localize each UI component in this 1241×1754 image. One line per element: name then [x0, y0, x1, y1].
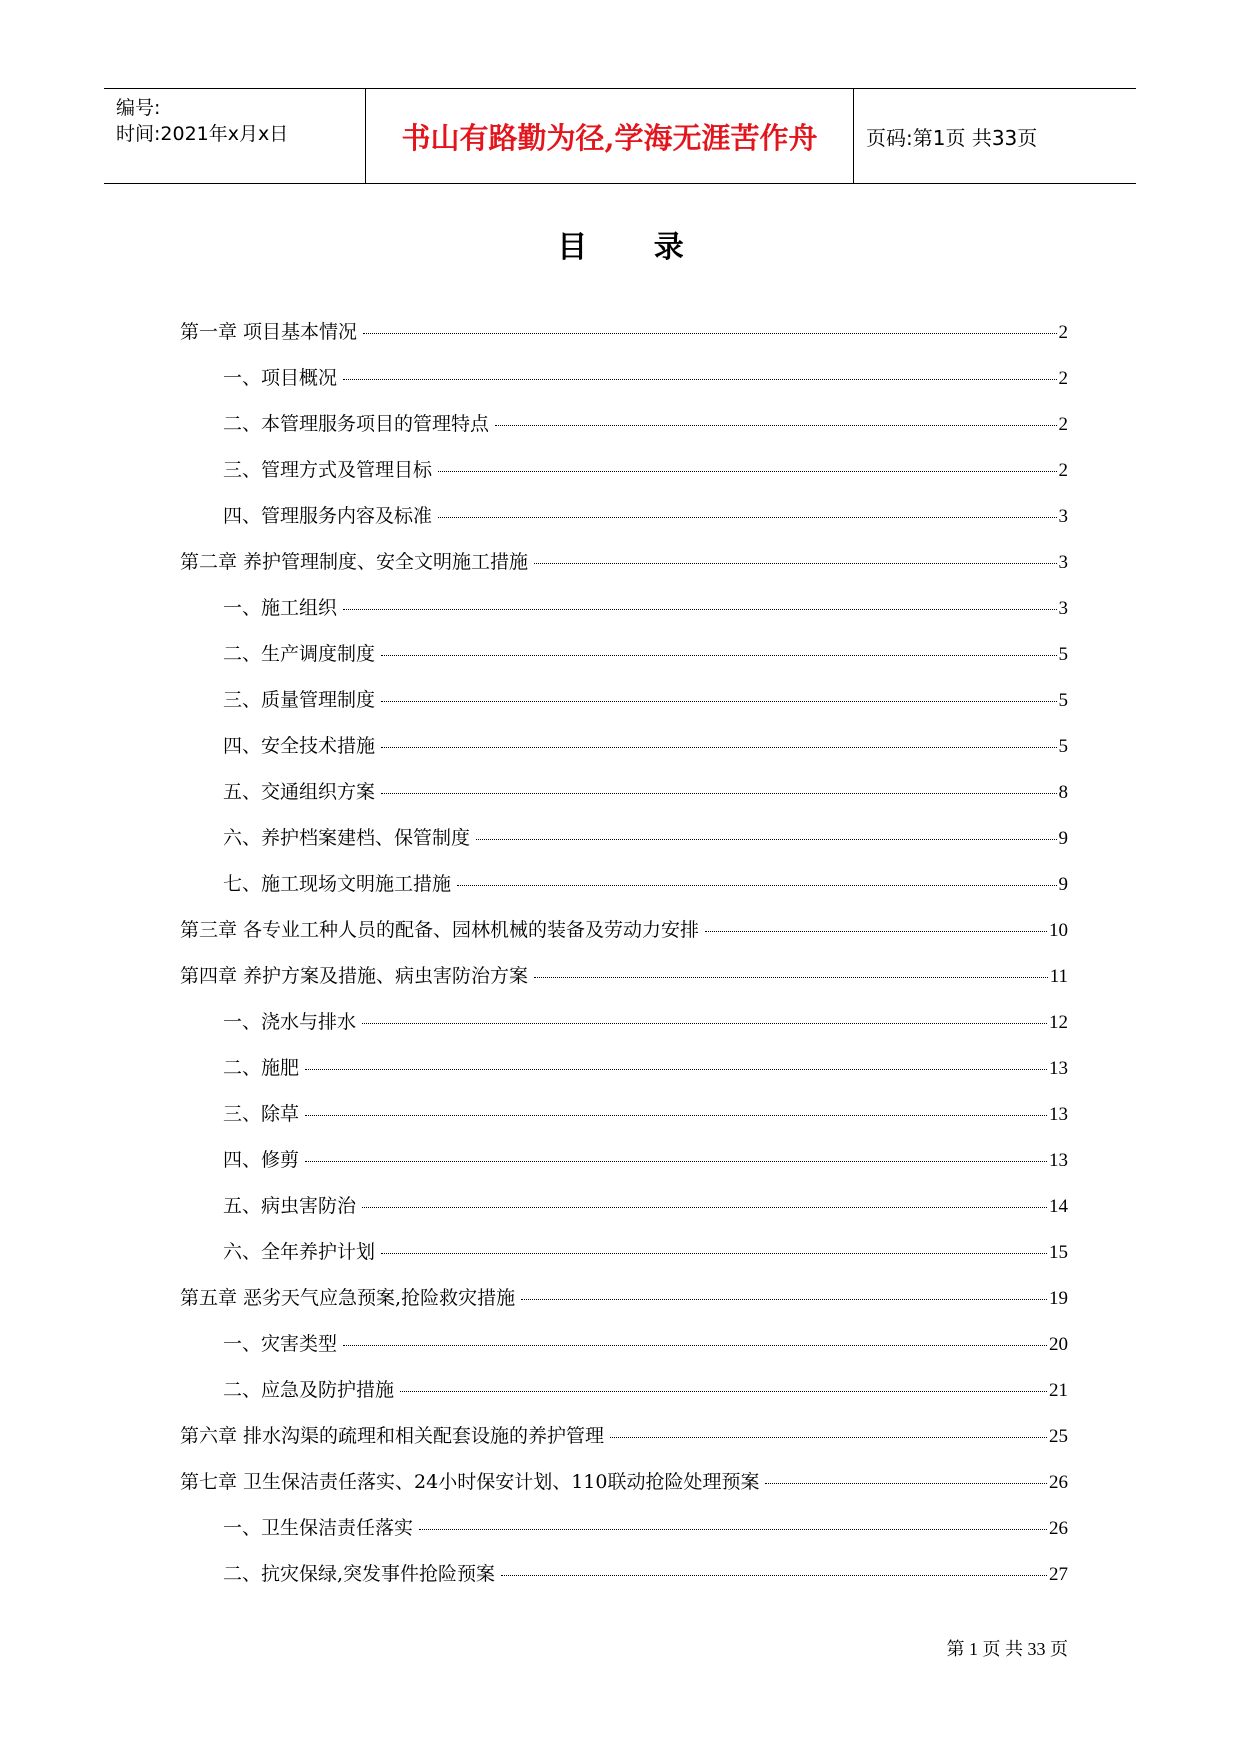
toc-entry-title: 六、养护档案建档、保管制度 — [223, 827, 471, 849]
toc-page-number: 26 — [1049, 1518, 1068, 1539]
toc-entry-title: 七、施工现场文明施工措施 — [223, 873, 452, 895]
toc-entry-title: 第二章 养护管理制度、安全文明施工措施 — [180, 551, 529, 573]
toc-section-entry[interactable] — [180, 1559, 1068, 1605]
toc-section-entry[interactable] — [180, 777, 1068, 823]
toc-page-number: 3 — [1058, 552, 1068, 573]
toc-page-number: 9 — [1058, 874, 1068, 895]
header-meta — [104, 89, 366, 183]
toc-page-number: 11 — [1049, 966, 1068, 987]
toc-leader-dots — [438, 517, 1056, 518]
toc-leader-dots — [381, 1253, 1047, 1254]
toc-entry-title: 第一章 项目基本情况 — [180, 321, 358, 343]
toc-leader-dots — [381, 701, 1056, 702]
toc-page-number: 21 — [1049, 1380, 1068, 1401]
toc-entry-title: 三、管理方式及管理目标 — [223, 459, 433, 481]
toc-page-number: 2 — [1058, 414, 1068, 435]
toc-section-entry[interactable] — [180, 823, 1068, 869]
toc-leader-dots — [438, 471, 1056, 472]
toc-leader-dots — [343, 379, 1056, 380]
toc-chapter-entry[interactable] — [180, 915, 1068, 961]
toc-entry-title: 一、灾害类型 — [223, 1333, 338, 1355]
toc-entry-title: 四、修剪 — [223, 1149, 300, 1171]
toc-section-entry[interactable] — [180, 501, 1068, 547]
toc-leader-dots — [305, 1115, 1047, 1116]
toc-page-number: 13 — [1049, 1150, 1068, 1171]
toc-section-entry[interactable] — [180, 1329, 1068, 1375]
toc-section-entry[interactable] — [180, 1007, 1068, 1053]
toc-chapter-entry[interactable] — [180, 961, 1068, 1007]
toc-entry-title: 第七章 卫生保洁责任落实、24小时保安计划、110联动抢险处理预案 — [180, 1471, 760, 1493]
toc-section-entry[interactable] — [180, 685, 1068, 731]
document-number-label: 编号: — [116, 97, 161, 119]
page-header — [104, 88, 1136, 184]
toc-section-entry[interactable] — [180, 639, 1068, 685]
toc-entry-title: 二、施肥 — [223, 1057, 300, 1079]
toc-leader-dots — [495, 425, 1056, 426]
toc-page-number: 9 — [1058, 828, 1068, 849]
toc-page-number: 3 — [1058, 598, 1068, 619]
toc-section-entry[interactable] — [180, 1513, 1068, 1559]
header-page-code: 页码:第1页 共33页 — [866, 125, 1038, 150]
toc-section-entry[interactable] — [180, 1053, 1068, 1099]
toc-page-number: 15 — [1049, 1242, 1068, 1263]
toc-page-number: 5 — [1058, 690, 1068, 711]
toc-leader-dots — [765, 1483, 1047, 1484]
page-footer: 第 1 页 共 33 页 — [946, 1639, 1068, 1659]
toc-chapter-entry[interactable] — [180, 1421, 1068, 1467]
toc-entry-title: 一、浇水与排水 — [223, 1011, 357, 1033]
toc-entry-title: 第四章 养护方案及措施、病虫害防治方案 — [180, 965, 529, 987]
toc-page-number: 27 — [1049, 1564, 1068, 1585]
toc-section-entry[interactable] — [180, 1099, 1068, 1145]
toc-page-number: 26 — [1049, 1472, 1068, 1493]
toc-title: 目 录 — [557, 230, 712, 265]
toc-page-number: 5 — [1058, 736, 1068, 757]
toc-entry-title: 四、管理服务内容及标准 — [223, 505, 433, 527]
toc-page-number: 12 — [1049, 1012, 1068, 1033]
toc-page-number: 2 — [1058, 460, 1068, 481]
toc-section-entry[interactable] — [180, 455, 1068, 501]
toc-chapter-entry[interactable] — [180, 1283, 1068, 1329]
toc-entry-title: 第三章 各专业工种人员的配备、园林机械的装备及劳动力安排 — [180, 919, 700, 941]
toc-chapter-entry[interactable] — [180, 547, 1068, 593]
toc-leader-dots — [362, 1023, 1047, 1024]
document-time-label: 时间:2021年x月x日 — [116, 123, 289, 145]
toc-entry-title: 一、施工组织 — [223, 597, 338, 619]
toc-entry-title: 三、质量管理制度 — [223, 689, 376, 711]
toc-section-entry[interactable] — [180, 1375, 1068, 1421]
toc-leader-dots — [457, 885, 1056, 886]
toc-leader-dots — [343, 609, 1056, 610]
toc-page-number: 20 — [1049, 1334, 1068, 1355]
toc-entry-title: 五、病虫害防治 — [223, 1195, 357, 1217]
toc-entry-title: 四、安全技术措施 — [223, 735, 376, 757]
toc-page-number: 25 — [1049, 1426, 1068, 1447]
toc-leader-dots — [534, 563, 1056, 564]
toc-page-number: 13 — [1049, 1104, 1068, 1125]
toc-entry-title: 三、除草 — [223, 1103, 300, 1125]
toc-leader-dots — [534, 977, 1048, 978]
toc-leader-dots — [501, 1575, 1047, 1576]
toc-section-entry[interactable] — [180, 1191, 1068, 1237]
toc-chapter-entry[interactable] — [180, 1467, 1068, 1513]
toc-entry-title: 二、应急及防护措施 — [223, 1379, 395, 1401]
toc-leader-dots — [705, 931, 1047, 932]
toc-leader-dots — [381, 793, 1056, 794]
toc-entry-title: 六、全年养护计划 — [223, 1241, 376, 1263]
toc-section-entry[interactable] — [180, 1145, 1068, 1191]
toc-page-number: 2 — [1058, 322, 1068, 343]
toc-leader-dots — [305, 1069, 1047, 1070]
toc-entry-title: 五、交通组织方案 — [223, 781, 376, 803]
toc-section-entry[interactable] — [180, 593, 1068, 639]
toc-page-number: 3 — [1058, 506, 1068, 527]
toc-leader-dots — [381, 655, 1056, 656]
toc-leader-dots — [610, 1437, 1047, 1438]
toc-entry-title: 二、本管理服务项目的管理特点 — [223, 413, 490, 435]
toc-entry-title: 第五章 恶劣天气应急预案,抢险救灾措施 — [180, 1287, 516, 1309]
toc-page-number: 10 — [1049, 920, 1068, 941]
toc-leader-dots — [419, 1529, 1047, 1530]
toc-page-number: 19 — [1049, 1288, 1068, 1309]
toc-entry-title: 第六章 排水沟渠的疏理和相关配套设施的养护管理 — [180, 1425, 605, 1447]
toc-entry-title: 二、抗灾保绿,突发事件抢险预案 — [223, 1563, 496, 1585]
toc-entry-title: 一、卫生保洁责任落实 — [223, 1517, 414, 1539]
table-of-contents — [180, 317, 1068, 1605]
toc-leader-dots — [381, 747, 1056, 748]
toc-section-entry[interactable] — [180, 1237, 1068, 1283]
toc-entry-title: 一、项目概况 — [223, 367, 338, 389]
toc-leader-dots — [476, 839, 1056, 840]
toc-chapter-entry[interactable] — [180, 317, 1068, 363]
toc-page-number: 8 — [1058, 782, 1068, 803]
toc-entry-title: 二、生产调度制度 — [223, 643, 376, 665]
toc-section-entry[interactable] — [180, 409, 1068, 455]
toc-section-entry[interactable] — [180, 363, 1068, 409]
toc-leader-dots — [400, 1391, 1047, 1392]
toc-leader-dots — [305, 1161, 1047, 1162]
toc-page-number: 13 — [1049, 1058, 1068, 1079]
toc-leader-dots — [363, 333, 1056, 334]
toc-leader-dots — [521, 1299, 1047, 1300]
toc-page-number: 5 — [1058, 644, 1068, 665]
toc-leader-dots — [362, 1207, 1047, 1208]
toc-section-entry[interactable] — [180, 731, 1068, 777]
toc-page-number: 14 — [1049, 1196, 1068, 1217]
toc-leader-dots — [343, 1345, 1047, 1346]
toc-section-entry[interactable] — [180, 869, 1068, 915]
header-slogan: 书山有路勤为径,学海无涯苦作舟 — [366, 89, 854, 183]
toc-page-number: 2 — [1058, 368, 1068, 389]
